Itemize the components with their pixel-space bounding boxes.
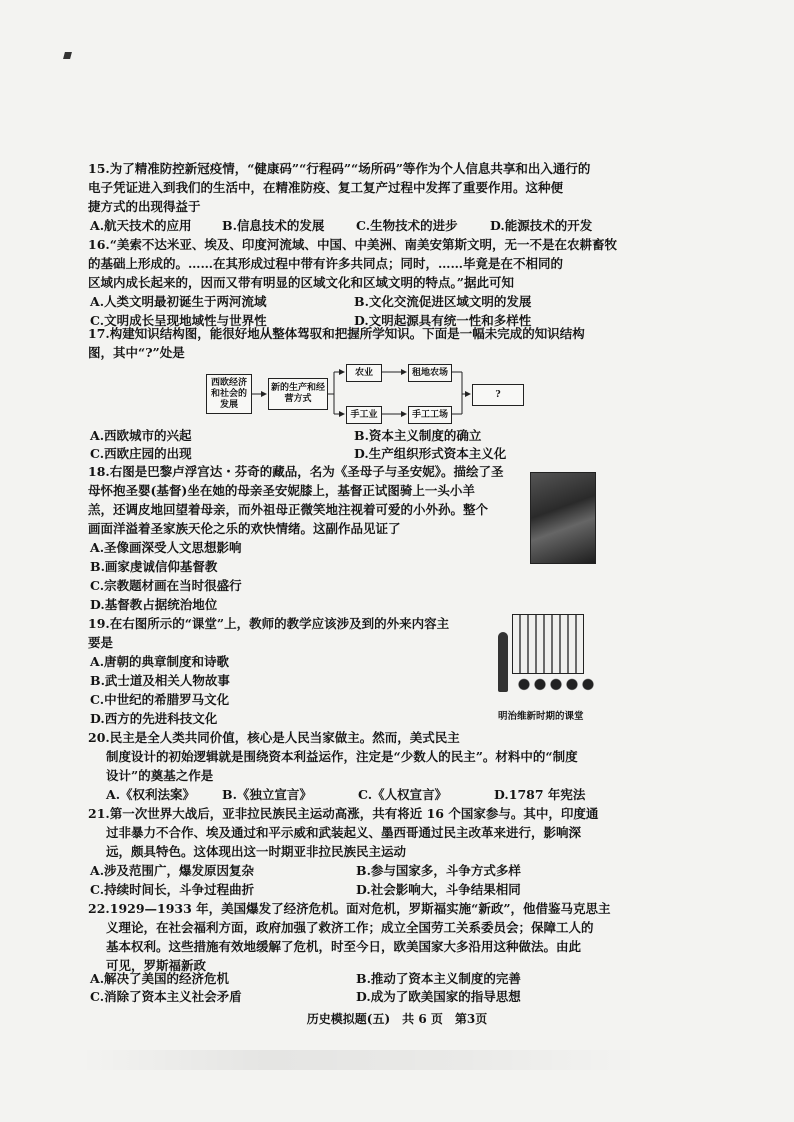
q17-option-b: B.资本主义制度的确立 bbox=[354, 428, 482, 443]
q22-option-c: C.消除了资本主义社会矛盾 bbox=[90, 989, 242, 1004]
q18-option-d: D.基督教占据统治地位 bbox=[90, 597, 218, 612]
q21-line-1: 21.第一次世界大战后，亚非拉民族民主运动高涨，共有将近 16 个国家参与。其中，印度通 bbox=[88, 806, 599, 821]
q15-line-3: 捷方式的出现得益于 bbox=[88, 199, 201, 214]
classroom-image bbox=[496, 612, 600, 704]
q22-line-4: 可见，罗斯福新政 bbox=[106, 958, 207, 973]
q15-line-1: 15.为了精准防控新冠疫情，“健康码”“行程码”“场所码”等作为个人信息共享和出入通行的 bbox=[88, 161, 591, 176]
diagram-box-top1: 农业 bbox=[346, 364, 382, 382]
q21-line-3: 远，颇具特色。这体现出这一时期亚非拉民族民主运动 bbox=[106, 844, 407, 859]
diagram-box-start: 西欧经济和社会的发展 bbox=[206, 374, 252, 414]
q16-option-a: A.人类文明最初诞生于两河流域 bbox=[90, 294, 267, 309]
q20-option-a: A.《权利法案》 bbox=[106, 787, 196, 802]
classroom-board bbox=[512, 614, 584, 674]
q19-option-a: A.唐朝的典章制度和诗歌 bbox=[90, 654, 230, 669]
q16-line-3: 区域内成长起来的，因而又带有明显的区域文化和区域文明的特点。”据此可知 bbox=[88, 275, 514, 290]
q16-option-c: C.文明成长呈现地域性与世界性 bbox=[90, 313, 267, 328]
q22-option-a: A.解决了美国的经济危机 bbox=[90, 971, 230, 986]
q20-option-b: B.《独立宣言》 bbox=[222, 787, 312, 802]
q22-option-b: B.推动了资本主义制度的完善 bbox=[356, 971, 521, 986]
q15-option-c: C.生物技术的进步 bbox=[356, 218, 458, 233]
q20-line-3: 设计”的奠基之作是 bbox=[106, 768, 214, 783]
q18-option-c: C.宗教题材画在当时很盛行 bbox=[90, 578, 242, 593]
corner-mark bbox=[63, 52, 72, 59]
q17-option-d: D.生产组织形式资本主义化 bbox=[354, 446, 507, 461]
q22-line-2: 义理论，在社会福利方面，政府加强了救济工作；成立全国劳工关系委员会；保障工人的 bbox=[106, 920, 594, 935]
q16-option-b: B.文化交流促进区域文明的发展 bbox=[354, 294, 532, 309]
q20-line-1: 20.民主是全人类共同价值，核心是人民当家做主。然而，美式民主 bbox=[88, 730, 460, 745]
scan-smudge bbox=[80, 1050, 640, 1070]
q21-option-d: D.社会影响大，斗争结果相同 bbox=[356, 882, 521, 897]
q15-option-d: D.能源技术的开发 bbox=[490, 218, 593, 233]
q22-option-d: D.成为了欧美国家的指导思想 bbox=[356, 989, 521, 1004]
q20-option-c: C.《人权宣言》 bbox=[358, 787, 448, 802]
q21-option-a: A.涉及范围广，爆发原因复杂 bbox=[90, 863, 255, 878]
classroom-teacher bbox=[498, 632, 508, 692]
diagram-box-top2: 租地农场 bbox=[408, 364, 452, 382]
q19-option-b: B.武士道及相关人物故事 bbox=[90, 673, 230, 688]
q18-option-b: B.画家虔诚信仰基督教 bbox=[90, 559, 218, 574]
q16-line-2: 的基础上形成的。……在其形成过程中带有许多共同点；同时，……毕竟是在不相同的 bbox=[88, 256, 564, 271]
q22-line-1: 22.1929—1933 年，美国爆发了经济危机。面对危机，罗斯福实施“新政”，他借鉴马克思主 bbox=[88, 901, 611, 916]
q21-line-2: 过非暴力不合作、埃及通过和平示威和武装起义、墨西哥通过民主改革来进行，影响深 bbox=[106, 825, 582, 840]
q17-option-a: A.西欧城市的兴起 bbox=[90, 428, 192, 443]
diagram-box-middle: 新的生产和经营方式 bbox=[268, 378, 328, 410]
q21-option-b: B.参与国家多，斗争方式多样 bbox=[356, 863, 521, 878]
diagram-box-bottom1: 手工业 bbox=[346, 406, 382, 424]
diagram-box-end: ? bbox=[472, 384, 524, 406]
q18-option-a: A.圣像画深受人文思想影响 bbox=[90, 540, 242, 555]
q19-line-1: 19.在右图所示的“课堂”上，教师的教学应该涉及到的外来内容主 bbox=[88, 616, 450, 631]
classroom-students bbox=[516, 674, 596, 700]
q18-line-3: 羔，还调皮地回望着母亲，而外祖母正微笑地注视着可爱的小外孙。整个 bbox=[88, 502, 489, 517]
q16-option-d: D.文明起源具有统一性和多样性 bbox=[354, 313, 532, 328]
q19-option-d: D.西方的先进科技文化 bbox=[90, 711, 218, 726]
q17-line-2: 图，其中“?”处是 bbox=[88, 345, 185, 360]
q19-line-2: 要是 bbox=[88, 635, 114, 650]
diagram-box-bottom2: 手工工场 bbox=[408, 406, 452, 424]
q20-option-d: D.1787 年宪法 bbox=[494, 787, 586, 802]
q17-line-1: 17.构建知识结构图，能很好地从整体驾驭和把握所学知识。下面是一幅未完成的知识结构 bbox=[88, 326, 585, 341]
classroom-caption: 明治维新时期的课堂 bbox=[498, 711, 584, 722]
q20-line-2: 制度设计的初始逻辑就是围绕资本利益运作，注定是“少数人的民主”。材料中的“制度 bbox=[106, 749, 578, 764]
q21-option-c: C.持续时间长，斗争过程曲折 bbox=[90, 882, 255, 897]
q15-option-b: B.信息技术的发展 bbox=[222, 218, 325, 233]
q18-line-4: 画面洋溢着圣家族天伦之乐的欢快情绪。这副作品见证了 bbox=[88, 521, 401, 536]
page-footer: 历史模拟题(五) 共 6 页 第3页 bbox=[306, 1012, 488, 1026]
q18-line-2: 母怀抱圣婴(基督)坐在她的母亲圣安妮膝上，基督正试图骑上一头小羊 bbox=[88, 483, 475, 498]
q18-line-1: 18.右图是巴黎卢浮宫达・芬奇的藏品，名为《圣母子与圣安妮》。描绘了圣 bbox=[88, 464, 504, 479]
q17-option-c: C.西欧庄园的出现 bbox=[90, 446, 192, 461]
q16-line-1: 16.“美索不达米亚、埃及、印度河流域、中国、中美洲、南美安第斯文明，无一不是在农耕畜牧 bbox=[88, 237, 617, 252]
q15-line-2: 电子凭证进入到我们的生活中，在精准防疫、复工复产过程中发挥了重要作用。这种便 bbox=[88, 180, 564, 195]
knowledge-structure-diagram bbox=[206, 364, 526, 424]
q15-option-a: A.航天技术的应用 bbox=[90, 218, 192, 233]
q22-line-3: 基本权利。这些措施有效地缓解了危机，时至今日，欧美国家大多沿用这种做法。由此 bbox=[106, 939, 582, 954]
q19-option-c: C.中世纪的希腊罗马文化 bbox=[90, 692, 230, 707]
painting-image bbox=[530, 472, 596, 564]
